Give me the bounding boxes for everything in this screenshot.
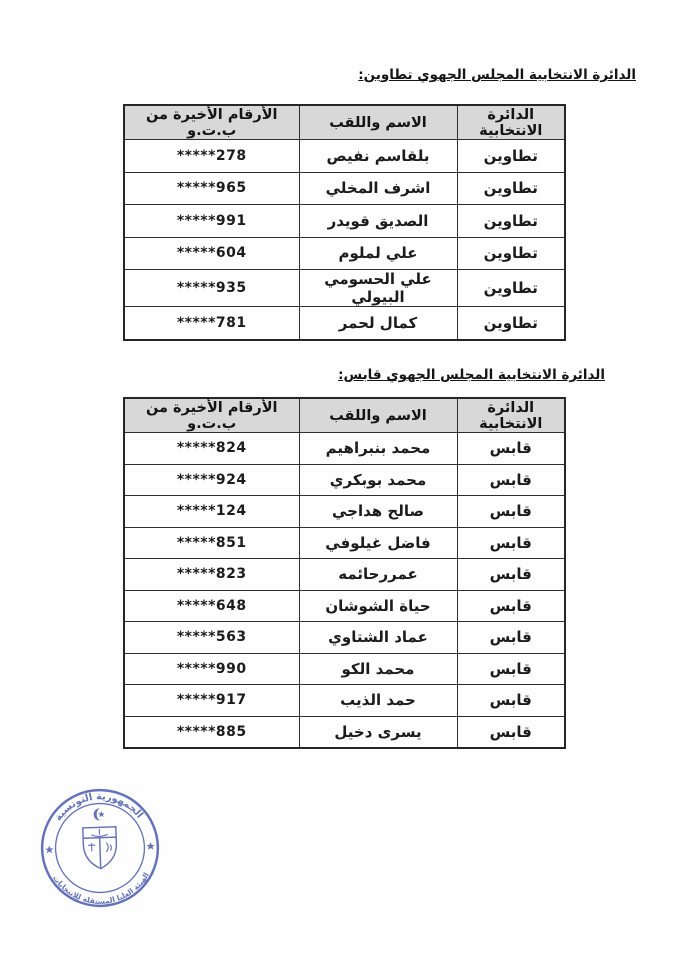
district-cell: قابس [457, 716, 565, 748]
header-row [124, 105, 565, 140]
id-digits-cell: *****781 [124, 307, 299, 340]
table-row [124, 590, 565, 622]
id-digits-cell: *****604 [124, 237, 299, 270]
table-row [124, 559, 565, 591]
gabes-candidates-table [123, 397, 566, 749]
stamp-top-text: الجمهورية التونسية [52, 791, 145, 824]
district-cell: قابس [457, 653, 565, 685]
district-cell: قابس [457, 590, 565, 622]
id-digits-cell: *****965 [124, 172, 299, 205]
name-cell: الصديق قويدر [299, 205, 457, 238]
id-digits-cell: *****823 [124, 559, 299, 591]
table-row [124, 496, 565, 528]
id-digits-cell: *****885 [124, 716, 299, 748]
id-digits-cell: *****991 [124, 205, 299, 238]
name-cell: حياة الشوشان [299, 590, 457, 622]
district-cell: قابس [457, 685, 565, 717]
table-row [124, 172, 565, 205]
star-icon [98, 811, 105, 817]
column-header: الاسم واللقب [299, 398, 457, 433]
table-row [124, 205, 565, 238]
district-cell: قابس [457, 464, 565, 496]
id-digits-cell: *****935 [124, 270, 299, 307]
id-digits-cell: *****124 [124, 496, 299, 528]
name-cell: حمد الذيب [299, 685, 457, 717]
name-cell: علي لملوم [299, 237, 457, 270]
crescent-icon [93, 808, 100, 821]
table-row [124, 622, 565, 654]
district-cell: تطاوين [457, 307, 565, 340]
name-cell: محمد بنبراهيم [299, 433, 457, 465]
district-cell: تطاوين [457, 172, 565, 205]
id-digits-cell: *****278 [124, 140, 299, 173]
name-cell: محمد بوبكري [299, 464, 457, 496]
id-digits-cell: *****563 [124, 622, 299, 654]
name-cell: فاضل غيلوفي [299, 527, 457, 559]
id-digits-cell: *****990 [124, 653, 299, 685]
stamp-seal-icon [36, 784, 164, 912]
name-cell: عمررحائمه [299, 559, 457, 591]
star-left-icon [45, 845, 54, 853]
district-cell: تطاوين [457, 205, 565, 238]
column-header: الأرقام الأخيرة من ب.ت.و [124, 398, 299, 433]
district-cell: تطاوين [457, 237, 565, 270]
district-cell: قابس [457, 527, 565, 559]
table-row [124, 527, 565, 559]
district-cell: قابس [457, 559, 565, 591]
column-header: الأرقام الأخيرة من ب.ت.و [124, 105, 299, 140]
star-right-icon [146, 842, 155, 850]
official-stamp [36, 784, 164, 912]
id-digits-cell: *****917 [124, 685, 299, 717]
id-digits-cell: *****851 [124, 527, 299, 559]
id-digits-cell: *****824 [124, 433, 299, 465]
name-cell: يسرى دخيل [299, 716, 457, 748]
column-header: الدائرة الانتخابية [457, 105, 565, 140]
table-row [124, 685, 565, 717]
tataouine-candidates-table [123, 104, 566, 341]
column-header: الدائرة الانتخابية [457, 398, 565, 433]
stamp-bottom-text: الهيئة العليا المستقلة للانتخابات [51, 870, 151, 906]
name-cell: بلقاسم نفيص [299, 140, 457, 173]
table-row [124, 140, 565, 173]
name-cell: صالح هداجي [299, 496, 457, 528]
name-cell: علي الحسومي البيولي [299, 270, 457, 307]
district-cell: تطاوين [457, 140, 565, 173]
table-row [124, 433, 565, 465]
section-title-tataouine: الدائرة الانتخابية المجلس الجهوي تطاوين: [358, 67, 636, 83]
name-cell: كمال لحمر [299, 307, 457, 340]
name-cell: عماد الشتاوي [299, 622, 457, 654]
name-cell: محمد الكو [299, 653, 457, 685]
id-digits-cell: *****924 [124, 464, 299, 496]
shield-icon [83, 827, 117, 869]
id-digits-cell: *****648 [124, 590, 299, 622]
table-row [124, 270, 565, 307]
district-cell: قابس [457, 433, 565, 465]
table-row [124, 716, 565, 748]
table-row [124, 237, 565, 270]
header-row [124, 398, 565, 433]
column-header: الاسم واللقب [299, 105, 457, 140]
district-cell: تطاوين [457, 270, 565, 307]
district-cell: قابس [457, 496, 565, 528]
table-row [124, 653, 565, 685]
table-row [124, 307, 565, 340]
district-cell: قابس [457, 622, 565, 654]
stamp-rings [40, 788, 160, 908]
name-cell: اشرف المخلي [299, 172, 457, 205]
section-title-gabes: الدائرة الانتخابية المجلس الجهوي قابس: [338, 367, 605, 383]
table-row [124, 464, 565, 496]
